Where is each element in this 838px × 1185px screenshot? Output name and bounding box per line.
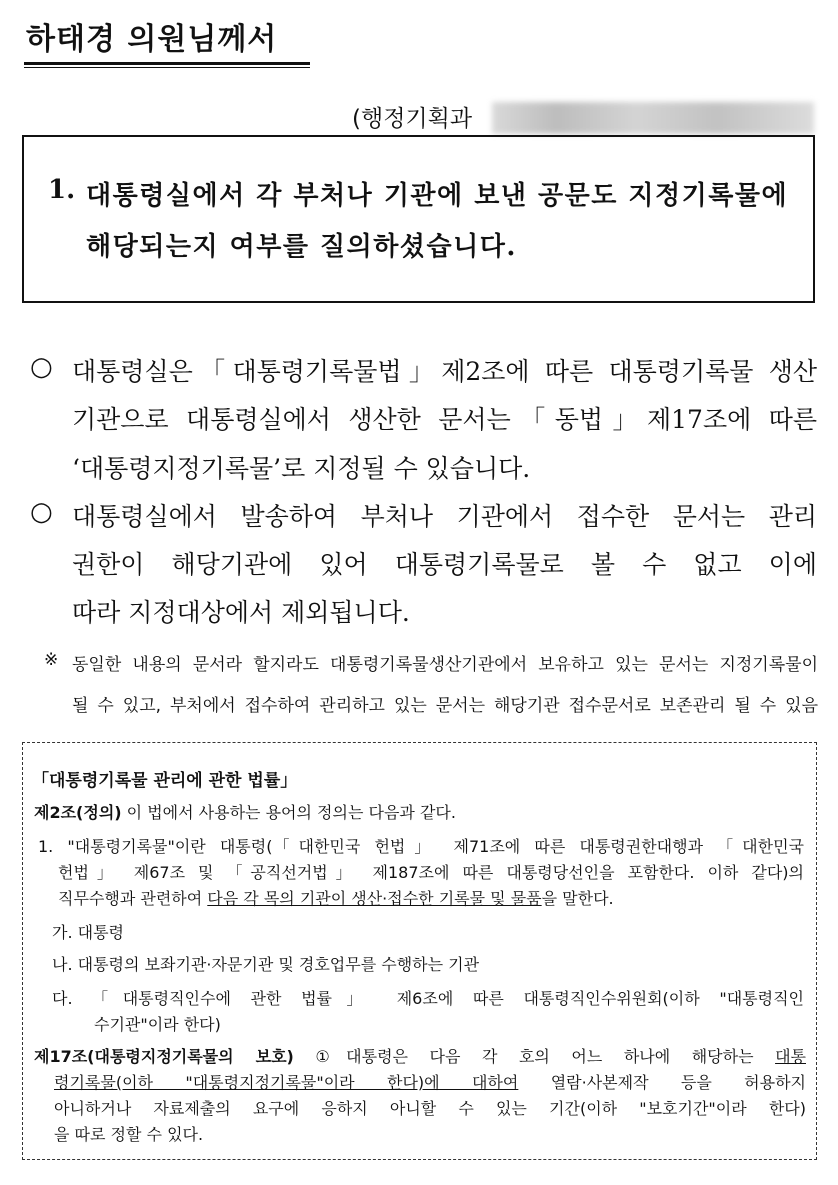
article-2-heading: 제2조(정의) (34, 803, 122, 822)
title-underline-thin (24, 67, 310, 68)
answer-p1-line-2: 기관으로 대통령실에서 생산한 문서는「동법」제17조에 따른 (72, 405, 817, 434)
article-2-text: 이 법에서 사용하는 용어의 정의는 다음과 같다. (121, 803, 456, 822)
article-2-item-da-line-1: 다. 「대통령직인수에 관한 법률」 제6조에 따른 대통령직인수위원회(이하 "대통령직인 (52, 989, 804, 1008)
article-2-item-1-line-2: 헌법」 제67조 및 「공직선거법」 제187조에 따른 대통령당선인을 포함한다. 이하 같다)의 (58, 863, 804, 882)
answer-p1-line-1: 대통령실은「대통령기록물법」제2조에 따른 대통령기록물 생산 (72, 357, 817, 386)
law-title: 「대통령기록물 관리에 관한 법률」 (32, 771, 298, 791)
bullet-circle-icon: ○ (30, 352, 53, 382)
note-line-1: 동일한 내용의 문서라 할지라도 대통령기록물생산기관에서 보유하고 있는 문서는 지정기록물이 (72, 655, 818, 675)
article-17-line-4: 을 따로 정할 수 있다. (54, 1125, 204, 1144)
underlined-text: 령기록물(이하 "대통령지정기록물"이라 한다)에 대하여 (54, 1073, 519, 1092)
answer-p1-line-3: ‘대통령지정기록물’로 지정될 수 있습니다. (72, 454, 531, 483)
note-line-2: 될 수 있고, 부처에서 접수하여 관리하고 있는 문서는 해당기관 접수문서로 보존관리 될 수 있음 (72, 696, 818, 716)
article-17-line-1: 제17조(대통령지정기록물의 보호) ①대통령은 다음 각 호의 어느 하나에 해당하는 대통 (34, 1047, 806, 1066)
article-2-item-ga: 가. 대통령 (52, 923, 124, 942)
article-2-item-da-line-2: 수기관"이라 한다) (94, 1015, 221, 1034)
answer-p2-line-2: 권한이 해당기관에 있어 대통령기록물로 볼 수 없고 이에 (72, 550, 817, 579)
article-2-item-na: 나. 대통령의 보좌기관·자문기관 및 경호업무를 수행하는 기관 (52, 955, 480, 974)
note-mark-icon: ※ (44, 650, 59, 670)
article-17-heading: 제17조(대통령지정기록물의 보호) (34, 1047, 294, 1066)
title-underline-thick (24, 62, 310, 65)
page-title: 하태경 의원님께서 (26, 22, 278, 57)
question-line-2: 해당되는지 여부를 질의하셨습니다. (86, 232, 517, 262)
question-number: 1. (48, 175, 76, 205)
answer-p2-line-1: 대통령실에서 발송하여 부처나 기관에서 접수한 문서는 관리 (72, 502, 817, 531)
article-2-item-1-line-3: 직무수행과 관련하여 다음 각 목의 기관이 생산·접수한 기록물 및 물품을 말한다. (58, 889, 614, 908)
question-line-1: 대통령실에서 각 부처나 기관에 보낸 공문도 지정기록물에 (86, 181, 789, 211)
underlined-text: 다음 각 목의 기관이 생산·접수한 기록물 및 물품 (207, 889, 542, 908)
article-17-line-3: 아니하거나 자료제출의 요구에 응하지 아니할 수 있는 기간(이하 "보호기간"이라 한다) (54, 1099, 806, 1118)
department-label: (행정기획과 (352, 106, 473, 132)
underlined-text: 대통 (775, 1047, 806, 1066)
article-2 (34, 800, 456, 823)
article-2-item-1-line-1: 1. "대통령기록물"이란 대통령(「대한민국 헌법」 제71조에 따른 대통령권한대행과 「대한민국 (38, 837, 804, 856)
question-box (22, 135, 815, 303)
answer-p2-line-3: 따라 지정대상에서 제외됩니다. (72, 598, 410, 627)
bullet-circle-icon: ○ (30, 497, 53, 527)
redacted-contact (492, 102, 814, 134)
article-17-line-2: 령기록물(이하 "대통령지정기록물"이라 한다)에 대하여 열람·사본제작 등을 허용하지 (54, 1073, 806, 1092)
